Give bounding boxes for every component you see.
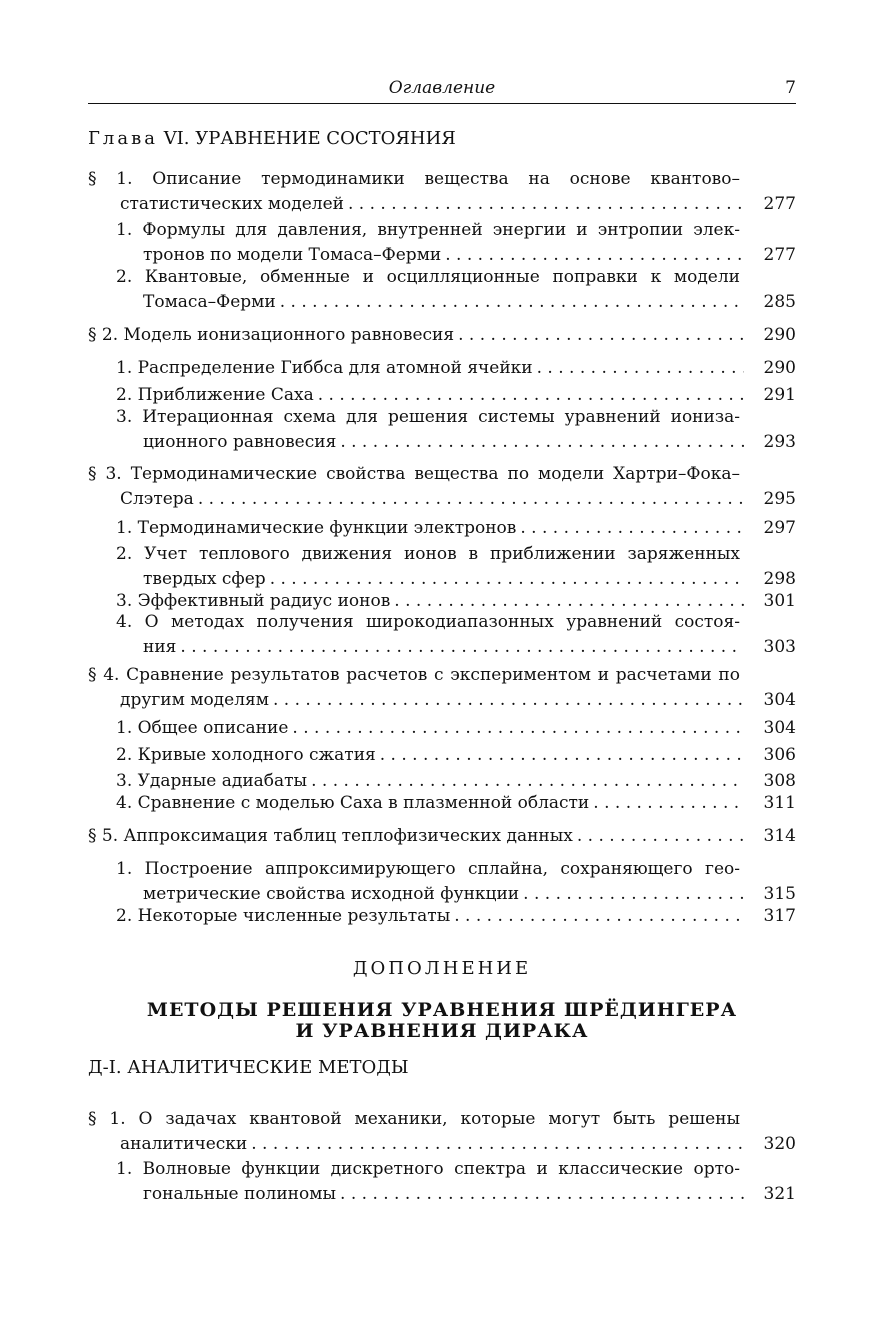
leader-dots — [318, 384, 744, 406]
toc-text: твердых сфер — [143, 569, 266, 589]
toc-page-number: 285 — [763, 292, 796, 312]
toc-text: § 2. Модель ионизационного равновесия — [88, 325, 455, 345]
leader-dots — [251, 1133, 744, 1155]
leader-dots — [458, 324, 744, 346]
leader-dots — [311, 770, 744, 792]
toc-item-2-2 — [116, 384, 748, 406]
leader-dots — [394, 590, 744, 612]
toc-d-section-1-line2 — [120, 1133, 748, 1155]
toc-page-number: 291 — [763, 385, 796, 405]
toc-text: 2. Приближение Саха — [116, 385, 314, 405]
leader-dots — [292, 717, 744, 739]
toc-page-number: 290 — [763, 358, 796, 378]
toc-page-number: 295 — [763, 489, 796, 509]
toc-page-number: 304 — [763, 690, 796, 710]
toc-item-2-3-line2 — [143, 431, 748, 453]
toc-item-1-2-line2 — [143, 291, 748, 313]
leader-dots — [198, 488, 744, 510]
toc-text: § 5. Аппроксимация таблиц теплофизических данных — [88, 826, 573, 846]
toc-item-1-1-line2 — [143, 244, 748, 266]
leader-dots — [577, 825, 744, 847]
toc-section-1-line2 — [120, 193, 748, 215]
running-header — [88, 78, 796, 100]
toc-page-number: 298 — [763, 569, 796, 589]
toc-text: ния — [143, 637, 177, 657]
toc-text: 4. Сравнение с моделью Саха в плазменной области — [116, 793, 590, 813]
leader-dots — [454, 905, 744, 927]
toc-item-2-3-line1: 3. Итерационная схема для решения системы уравнений иониза- — [116, 407, 740, 427]
toc-item-3-3 — [116, 590, 748, 612]
toc-section-5 — [88, 825, 748, 847]
toc-page-number: 277 — [763, 194, 796, 214]
toc-text: гональные полиномы — [143, 1184, 337, 1204]
leader-dots — [523, 883, 744, 905]
toc-item-1-2-line1: 2. Квантовые, обменные и осцилляционные поправки к модели — [116, 267, 740, 287]
toc-item-3-1 — [116, 517, 748, 539]
header-rule — [88, 103, 796, 104]
toc-page-number: 314 — [763, 826, 796, 846]
toc-page-number: 303 — [763, 637, 796, 657]
leader-dots — [537, 357, 744, 379]
toc-text: Слэтера — [120, 489, 194, 509]
toc-item-4-1 — [116, 717, 748, 739]
chapter-prefix: Глава — [88, 128, 158, 149]
toc-text: тронов по модели Томаса–Ферми — [143, 245, 442, 265]
toc-page-number: 315 — [763, 884, 796, 904]
toc-page-number: 297 — [763, 518, 796, 538]
toc-item-3-4-line2 — [143, 636, 748, 658]
toc-section-3-line2 — [120, 488, 748, 510]
leader-dots — [348, 193, 744, 215]
toc-item-3-2-line2 — [143, 568, 748, 590]
toc-item-1-1-line1: 1. Формулы для давления, внутренней энергии и энтропии элек- — [116, 220, 740, 240]
leader-dots — [520, 517, 744, 539]
leader-dots — [180, 636, 744, 658]
leader-dots — [593, 792, 744, 814]
toc-page-number: 301 — [763, 591, 796, 611]
toc-text: метрические свойства исходной функции — [143, 884, 520, 904]
supplement-title-line2: И УРАВНЕНИЯ ДИРАКА — [295, 1020, 589, 1042]
toc-d-item-1-1-line2 — [143, 1183, 748, 1205]
toc-item-5-1-line1: 1. Построение аппроксимирующего сплайна, сохраняющего гео- — [116, 859, 740, 879]
header-page-number: 7 — [785, 78, 796, 98]
toc-page-number: 317 — [763, 906, 796, 926]
toc-text: 1. Термодинамические функции электронов — [116, 518, 517, 538]
toc-section-4-line2 — [120, 689, 748, 711]
toc-text: аналитически — [120, 1134, 248, 1154]
toc-page-number: 293 — [763, 432, 796, 452]
chapter-title — [88, 128, 456, 149]
toc-text: 3. Ударные адиабаты — [116, 771, 308, 791]
header-title: Оглавление — [388, 78, 496, 98]
toc-text: ционного равновесия — [143, 432, 337, 452]
toc-page-number: 308 — [763, 771, 796, 791]
part-title: Д-I. АНАЛИТИЧЕСКИЕ МЕТОДЫ — [88, 1057, 409, 1078]
toc-text: Томаса–Ферми — [143, 292, 276, 312]
leader-dots — [273, 689, 744, 711]
toc-item-5-2 — [116, 905, 748, 927]
toc-item-4-2 — [116, 744, 748, 766]
toc-text: 2. Некоторые численные результаты — [116, 906, 451, 926]
toc-item-5-1-line2 — [143, 883, 748, 905]
toc-text: 1. Распределение Гиббса для атомной ячейки — [116, 358, 533, 378]
toc-page-number: 304 — [763, 718, 796, 738]
supplement-title-line1: МЕТОДЫ РЕШЕНИЯ УРАВНЕНИЯ ШРЁДИНГЕРА — [146, 999, 738, 1021]
toc-text: статистических моделей — [120, 194, 344, 214]
leader-dots — [340, 431, 744, 453]
toc-text: 1. Общее описание — [116, 718, 289, 738]
toc-text: 3. Эффективный радиус ионов — [116, 591, 391, 611]
leader-dots — [280, 291, 744, 313]
toc-text: другим моделям — [120, 690, 269, 710]
toc-text: 2. Кривые холодного сжатия — [116, 745, 376, 765]
toc-section-3-line1: § 3. Термодинамические свойства вещества по модели Хартри–Фока– — [88, 464, 740, 484]
toc-section-4-line1: § 4. Сравнение результатов расчетов с экспериментом и расчетами по — [88, 665, 740, 685]
toc-section-2 — [88, 324, 748, 346]
toc-item-4-3 — [116, 770, 748, 792]
toc-page-number: 311 — [763, 793, 796, 813]
toc-item-2-1 — [116, 357, 748, 379]
toc-page-number: 320 — [763, 1134, 796, 1154]
leader-dots — [340, 1183, 744, 1205]
toc-page-number: 277 — [763, 245, 796, 265]
toc-d-item-1-1-line1: 1. Волновые функции дискретного спектра и классические орто- — [116, 1159, 740, 1179]
leader-dots — [380, 744, 744, 766]
toc-item-3-2-line1: 2. Учет теплового движения ионов в приближении заряженных — [116, 544, 740, 564]
toc-page-number: 290 — [763, 325, 796, 345]
toc-page-number: 321 — [763, 1184, 796, 1204]
toc-d-section-1-line1: § 1. О задачах квантовой механики, которые могут быть решены — [88, 1109, 740, 1129]
chapter-name: VI. УРАВНЕНИЕ СОСТОЯНИЯ — [163, 128, 456, 149]
toc-item-3-4-line1: 4. О методах получения широкодиапазонных уравнений состоя- — [116, 612, 740, 632]
toc-page-number: 306 — [763, 745, 796, 765]
leader-dots — [270, 568, 744, 590]
leader-dots — [445, 244, 744, 266]
toc-item-4-4 — [116, 792, 748, 814]
supplement-heading: ДОПОЛНЕНИЕ — [352, 958, 532, 979]
toc-section-1-line1: § 1. Описание термодинамики вещества на основе квантово– — [88, 169, 740, 189]
